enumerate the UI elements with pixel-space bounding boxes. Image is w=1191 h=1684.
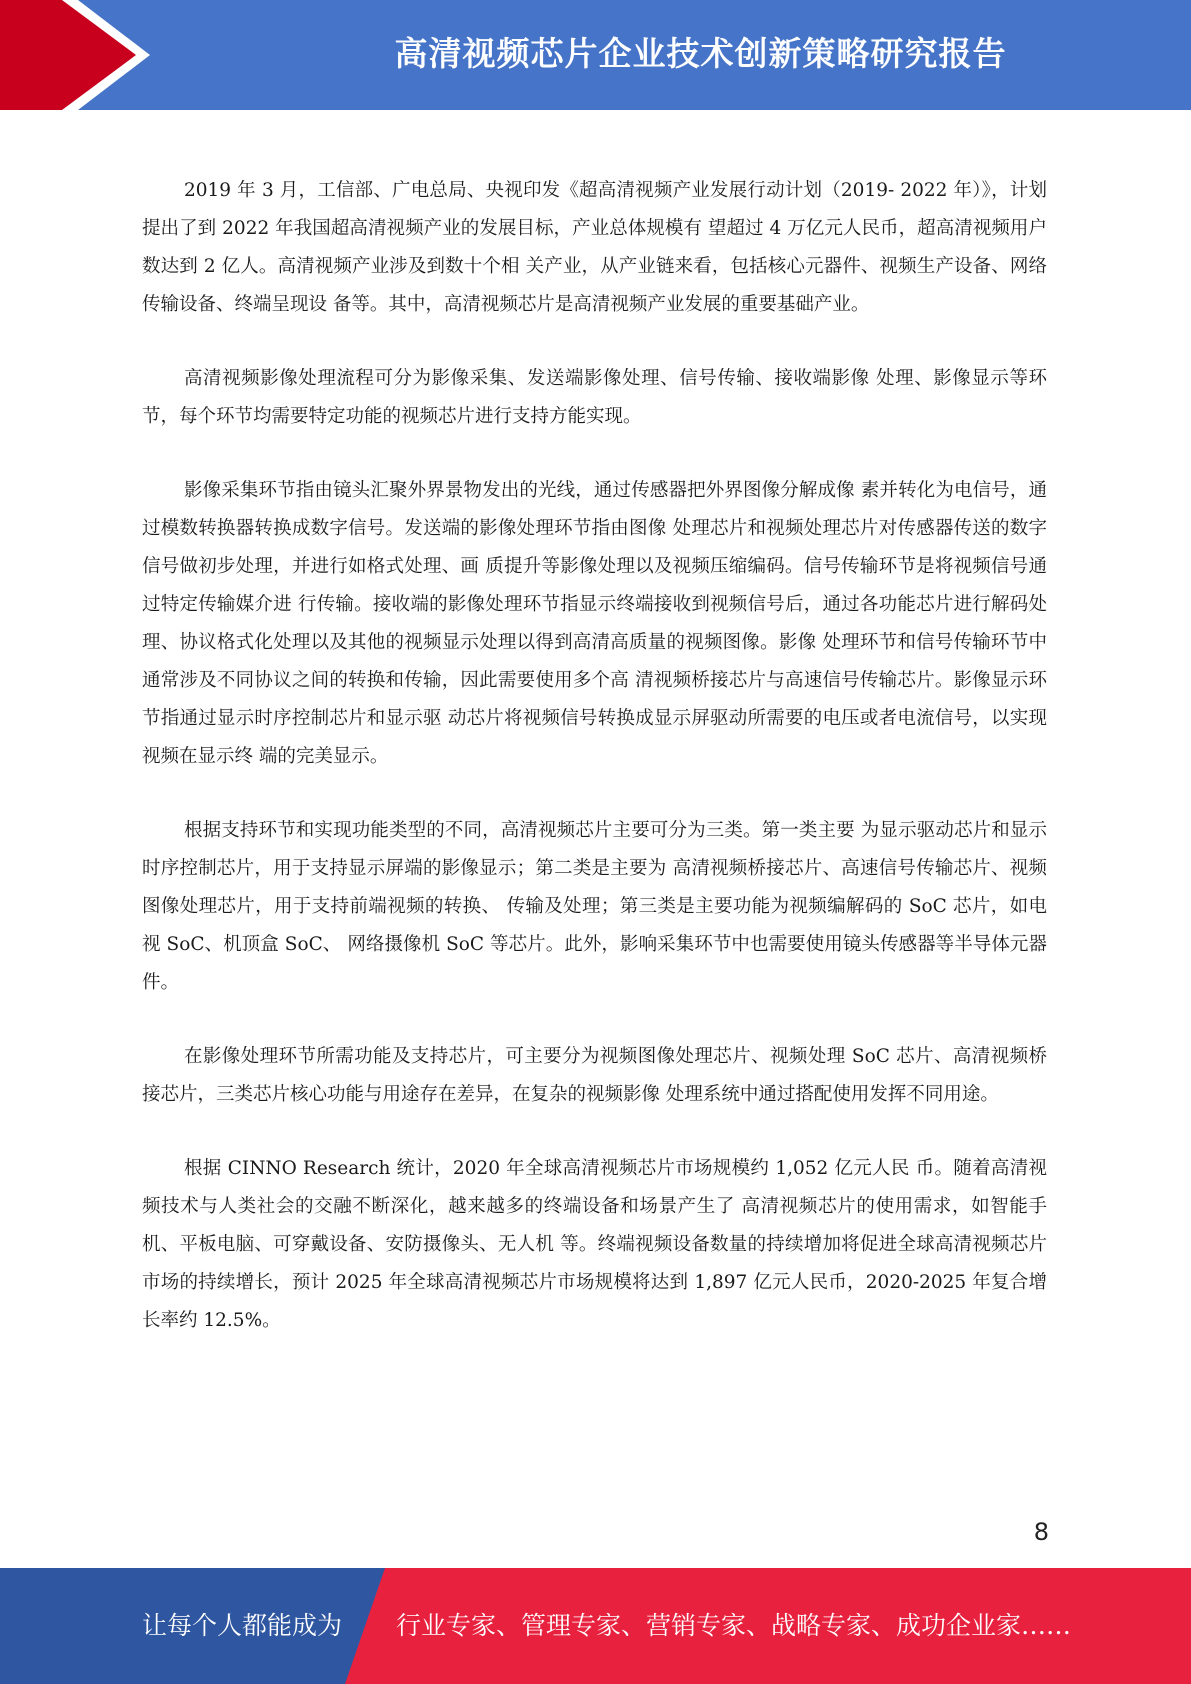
report-title: 高清视频芯片企业技术创新策略研究报告 [394,34,1007,73]
page-number: 8 [1033,1518,1049,1546]
paragraph-process-overview: 高清视频影像处理流程可分为影像采集、发送端影像处理、信号传输、接收端影像 处理、影像显示等环节，每个环节均需要特定功能的视频芯片进行支持方能实现。 [142,368,1047,427]
paragraph-policy: 2019 年 3 月，工信部、广电总局、央视印发《超高清视频产业发展行动计划（2019- 2022 年）》，计划提出了到 2022 年我国超高清视频产业的发展目标，产业总体规模有 望超过 4 万亿元人民币，超高清视频用户数达到 2 亿人。高清视频产业涉及到数十个相 关产业，从产业链来看，包括核心元器件、视频生产设备、网络传输设备、终端呈现设 备等。其中，高清视频芯片是高清视频产业发展的重要基础产业。 [142,180,1047,315]
footer-slogan-left: 让每个人都能成为 [142,1611,343,1640]
paragraph-chip-categories: 根据支持环节和实现功能类型的不同，高清视频芯片主要可分为三类。第一类主要 为显示驱动芯片和显示时序控制芯片，用于支持显示屏端的影像显示；第二类是主要为 高清视频桥接芯片、高速信号传输芯片、视频图像处理芯片，用于支持前端视频的转换、 传输及处理；第三类是主要功能为视频编解码的 SoC 芯片，如电视 SoC、机顶盒 SoC、 网络摄像机 SoC 等芯片。此外，影响采集环节中也需要使用镜头传感器等半导体元器 件。 [142,820,1047,993]
paragraph-process-detail: 影像采集环节指由镜头汇聚外界景物发出的光线，通过传感器把外界图像分解成像 素并转化为电信号，通过模数转换器转换成数字信号。发送端的影像处理环节指由图像 处理芯片和视频处理芯片对传感器传送的数字信号做初步处理，并进行如格式处理、画 质提升等影像处理以及视频压缩编码。信号传输环节是将视频信号通过特定传输媒介进 行传输。接收端的影像处理环节指显示终端接收到视频信号后，通过各功能芯片进行解码处理、协议格式化处理以及其他的视频显示处理以得到高清高质量的视频图像。影像 处理环节和信号传输环节中通常涉及不同协议之间的转换和传输，因此需要使用多个高 清视频桥接芯片与高速信号传输芯片。影像显示环节指通过显示时序控制芯片和显示驱 动芯片将视频信号转换成显示屏驱动所需要的电压或者电流信号，以实现视频在显示终 端的完美显示。 [142,480,1047,767]
paragraph-processing-chips: 在影像处理环节所需功能及支持芯片，可主要分为视频图像处理芯片、视频处理 SoC 芯片、高清视频桥接芯片，三类芯片核心功能与用途存在差异，在复杂的视频影像 处理系统中通过搭配使用发挥不同用途。 [142,1046,1047,1105]
footer-banner [0,1568,1191,1684]
document-body [142,172,1047,1376]
header-banner [0,0,1191,110]
footer-slogan-right: 行业专家、管理专家、营销专家、战略专家、成功企业家…… [396,1611,1072,1640]
red-chevron-decoration [0,0,150,110]
paragraph-market-size: 根据 CINNO Research 统计，2020 年全球高清视频芯片市场规模约 1,052 亿元人民 币。随着高清视频技术与人类社会的交融不断深化，越来越多的终端设备和场景产生了 高清视频芯片的使用需求，如智能手机、平板电脑、可穿戴设备、安防摄像头、无人机 等。终端视频设备数量的持续增加将促进全球高清视频芯片市场的持续增长，预计 2025 年全球高清视频芯片市场规模将达到 1,897 亿元人民币，2020-2025 年复合增长率约 12.5%。 [142,1158,1047,1331]
